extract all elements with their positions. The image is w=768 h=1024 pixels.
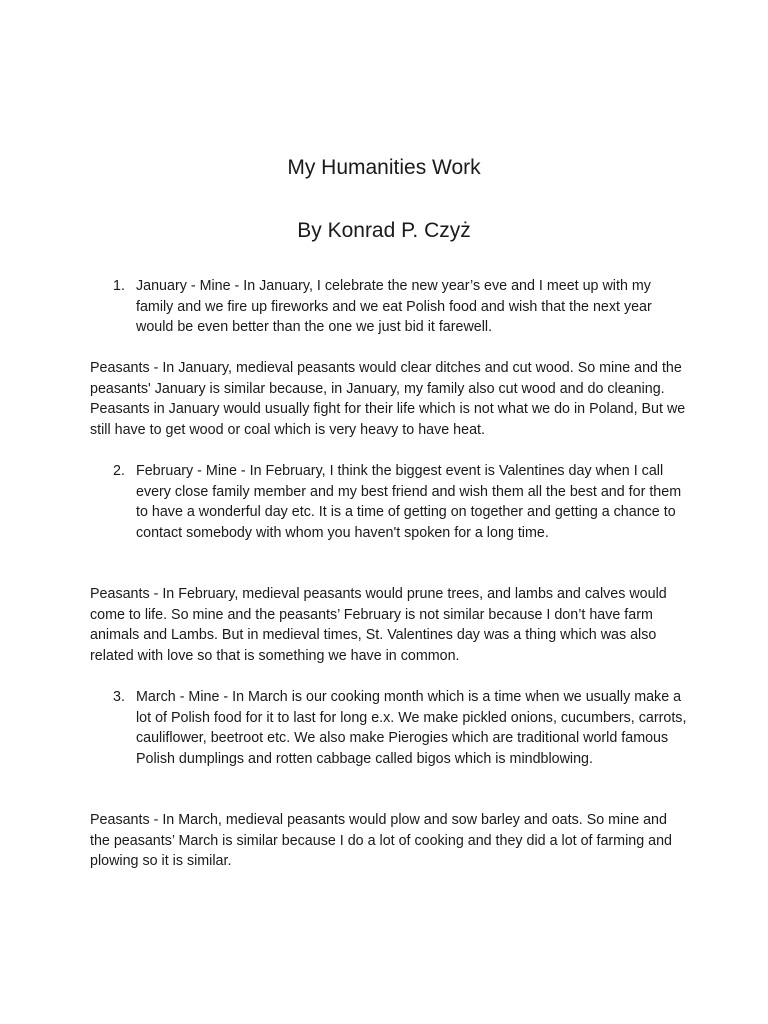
document-author: By Konrad P. Czyż: [297, 219, 471, 242]
list-number: 1.: [113, 278, 125, 294]
list-item-text: February - Mine - In February, I think the biggest event is Valentines day when I call every close family member and my best friend and wish them all the best and for them to have a wonderful day etc. It is a time of getting on together and getting a chance to contact somebody with whom you haven't spoken for a long time.: [136, 463, 682, 541]
peasants-paragraph-january: Peasants - In January, medieval peasants would clear ditches and cut wood. So mine and the peasants' January is similar because, in January, my family also cut wood and do cleaning. Peasants in January would usually fight for their life which is not what we do in Poland, But we still have to get wood or coal which is very heavy to have heat.: [90, 360, 686, 438]
list-number: 3.: [113, 689, 125, 705]
list-item-march: [90, 687, 690, 769]
list-item-text: March - Mine - In March is our cooking month which is a time when we usually make a lot of Polish food for it to last for long e.x. We make pickled onions, cucumbers, carrots, cauliflower, beetroot etc. We also make Pierogies which are traditional world famous Polish dumplings and rotten cabbage called bigos which is mindblowing.: [136, 689, 687, 767]
list-item-february: [90, 461, 690, 543]
list-number: 2.: [113, 463, 125, 479]
list-item-january: [90, 276, 690, 338]
peasants-paragraph-march: Peasants - In March, medieval peasants would plow and sow barley and oats. So mine and the peasants’ March is similar because I do a lot of cooking and they did a lot of farming and plowing so it is similar.: [90, 812, 672, 870]
peasants-paragraph-february: Peasants - In February, medieval peasants would prune trees, and lambs and calves would come to life. So mine and the peasants’ February is not similar because I don’t have farm animals and Lambs. But in medieval times, St. Valentines day was a thing which was also related with love so that is something we have in common.: [90, 586, 667, 664]
list-item-text: January - Mine - In January, I celebrate the new year’s eve and I meet up with my family and we fire up fireworks and we eat Polish food and wish that the next year would be even better than the one we just bid it farewell.: [136, 278, 652, 336]
document-title: My Humanities Work: [287, 156, 481, 179]
